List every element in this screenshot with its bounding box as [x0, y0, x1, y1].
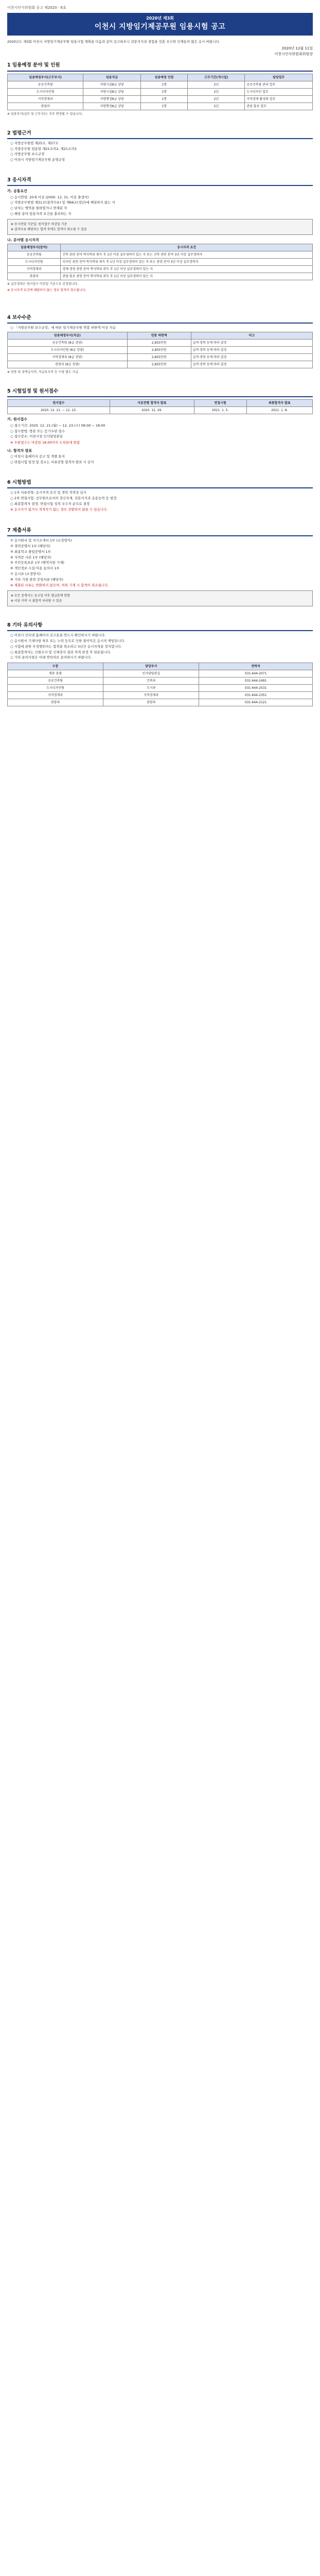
- table-header-cell: 응시자격 요건: [61, 244, 313, 251]
- section-2-title: 2 법령근거: [7, 130, 313, 139]
- list-item: ○ 면접시험 일정 및 장소는 서류전형 합격자 발표 시 공지: [10, 460, 94, 464]
- contact-table: [7, 663, 313, 706]
- title-banner: [7, 13, 313, 36]
- salary-table: [7, 332, 313, 368]
- table-row: [8, 354, 313, 361]
- salary-note: ※ 연봉 외 정액급식비, 직급보조비 등 수당 별도 지급: [7, 370, 79, 374]
- list-item: ○ 접수장소: 이천시청 인사담당관실: [10, 434, 63, 439]
- table-cell: 관광과: [103, 699, 199, 706]
- application-heading: 가. 원서접수: [7, 417, 27, 422]
- table-cell: 도시디자인팀: [8, 259, 61, 266]
- table-row: [8, 95, 313, 103]
- notice-number: 이천시인사위원회 공고 제2020 - 6호: [7, 6, 66, 10]
- list-item: ⑧ 기타 가점 관련 증빙서류 (해당자): [10, 577, 63, 582]
- table-cell: 디자인 관련 분야 학사학위 취득 후 1년 이상 실무경력이 있는 자 또는 관련 분야 3년 이상 실무경력자: [61, 259, 313, 266]
- table-header-cell: 담당부서: [103, 663, 199, 670]
- list-item: ○ 기타 문의사항은 아래 연락처로 문의하시기 바랍니다.: [10, 655, 92, 660]
- section-4-title: 4 보수수준: [7, 314, 313, 324]
- announcement-list: [10, 454, 313, 465]
- general-req-list: [10, 195, 313, 217]
- table-cell: 실적·경력 등에 따라 결정: [191, 361, 312, 368]
- list-item: ○ 접수방법: 방문 또는 등기우편 접수: [10, 429, 65, 433]
- intro-paragraph: 2020년도 제3회 이천시 지방임기제공무원 임용시험 계획을 다음과 같이 공고하오니 전문지식과 경험을 갖춘 우수한 인재들의 많은 응시 바랍니다.: [7, 39, 220, 44]
- documents-box: [7, 590, 313, 606]
- table-cell: 2,855만원: [127, 340, 191, 347]
- table-row: [8, 361, 313, 368]
- table-header-cell: 비고: [191, 332, 312, 340]
- table-cell: 2년: [188, 81, 245, 88]
- list-item: ○ 이천시 인터넷 홈페이지 공고문을 반드시 확인하시기 바랍니다.: [10, 633, 106, 638]
- table-header-cell: 면접시험: [194, 400, 246, 407]
- list-item: ○ 응시원서 기재사항 착오 또는 누락 등으로 인한 불이익은 응시자 책임입니다.: [10, 639, 126, 643]
- table-cell: 인사담당관실: [103, 670, 199, 677]
- table-header-cell: 임용직급: [83, 74, 140, 81]
- table-cell: 지역경제과: [8, 692, 103, 699]
- table-cell: 경제·경영 관련 분야 학사학위 취득 후 1년 이상 실무경력이 있는 자: [61, 266, 313, 273]
- table-header-cell: 담당업무: [245, 74, 313, 81]
- table-cell: 지역경제과: [8, 266, 61, 273]
- table-cell: 지역경제과: [8, 95, 83, 103]
- section-6-title: 6 시험방법: [7, 479, 313, 488]
- notes-list: [10, 633, 313, 660]
- box-line: ※ 서류 미비 시 불합격 처리될 수 있음: [11, 599, 62, 603]
- date-org: [7, 46, 313, 57]
- table-cell: 1명: [140, 95, 188, 103]
- table-row: [8, 677, 313, 685]
- application-list: [10, 423, 313, 439]
- table-cell: 공공건축팀: [8, 81, 83, 88]
- table-cell: 031-644-2491: [199, 677, 313, 685]
- table-row: [8, 251, 313, 259]
- list-item: ⑥ 개인정보 수집·이용 동의서 1부: [10, 566, 60, 570]
- table-cell: 도시디자인팀: [8, 685, 103, 692]
- table-header-cell: 임용예정부서(분야): [8, 244, 61, 251]
- table-cell: 공공건축물 관리 업무: [245, 81, 313, 88]
- list-item: ○ 이천시 홈페이지 공고 및 개별 통지: [10, 454, 65, 459]
- list-item: ② 경력증명서 1부 (해당자): [10, 544, 50, 548]
- requirements-red-note: ※ 응시자격 요건에 해당하지 않는 경우 합격이 취소됩니다.: [7, 289, 86, 292]
- table-header-cell: 임용예정부서(직급): [8, 332, 128, 340]
- box-line: ※ 모든 증명서는 공고일 이후 발급분에 한함: [11, 594, 70, 598]
- table-cell: 실적·경력 등에 따라 결정: [191, 347, 312, 354]
- table-cell: 건축 관련 분야 학사학위 취득 후 1년 이상 실무경력이 있는 자 또는 건축 관련 분야 3년 이상 실무경력자: [61, 251, 313, 259]
- table-row: [8, 81, 313, 88]
- list-item: ○ 시험에 관한 부정행위자는 합격을 취소하고 5년간 응시자격을 정지합니다.: [10, 644, 122, 649]
- table-cell: 2020. 12. 29.: [110, 407, 194, 414]
- table-cell: 2년: [188, 103, 245, 110]
- list-item: ○ 지방공무원 보수규정: [10, 152, 45, 157]
- table-header-cell: 임용예정부서(근무부서): [8, 74, 83, 81]
- requirements-note: ※ 실무경력은 원서접수 마감일 기준으로 산정합니다.: [7, 282, 79, 286]
- table-cell: 1명: [140, 81, 188, 88]
- table-cell: 1명: [140, 103, 188, 110]
- documents-list: [10, 538, 313, 582]
- table-cell: 지방행정8급 상당: [83, 95, 140, 103]
- list-item: ○ 최종합격자는 신원조사 및 신체검사 결과 적격 판정 후 임용됩니다.: [10, 650, 111, 654]
- list-item: ○ 접수기간: 2020. 12. 21.(월) ~ 12. 23.(수) 09:00 ~ 18:00: [10, 423, 105, 428]
- table-row: [8, 259, 313, 266]
- table-row: [8, 670, 313, 677]
- table-cell: 031-644-2071: [199, 670, 313, 677]
- table-cell: 2,855만원: [127, 361, 191, 368]
- table-cell: 2020. 12. 21. ~ 12. 23.: [8, 407, 110, 414]
- table-header-cell: 연락처: [199, 663, 313, 670]
- documents-red-note: ※ 제출된 서류는 반환하지 않으며, 허위 기재 시 합격이 취소됩니다.: [10, 583, 109, 588]
- table-cell: 지역경제 활성화 업무: [245, 95, 313, 103]
- list-item: ○ 지방공무원법 제25조, 제27조: [10, 141, 59, 145]
- list-item: ⑤ 주민등록초본 1부 (병역사항 기재): [10, 561, 64, 565]
- general-req-heading: 가. 공통요건: [7, 189, 27, 193]
- table-cell: 관광과: [8, 273, 61, 280]
- table-row: [8, 266, 313, 273]
- table-cell: 관광과: [8, 699, 103, 706]
- table-cell: 공공건축팀: [8, 677, 103, 685]
- general-req-box: [7, 219, 313, 235]
- table-cell: 2,855만원: [127, 354, 191, 361]
- table-row: [8, 88, 313, 95]
- salary-intro: ○ 「지방공무원 보수규정」에 따른 임기제공무원 연봉 하한액 이상 지급: [10, 326, 116, 330]
- notice-year: 2020년 제3회: [146, 15, 174, 21]
- table-row: [8, 685, 313, 692]
- table-row: [8, 407, 313, 414]
- notice-page: [0, 0, 320, 717]
- list-item: ③ 최종학교 졸업증명서 1부: [10, 549, 51, 554]
- table-row: [8, 347, 313, 354]
- table-cell: 도시디자인팀: [8, 88, 83, 95]
- table-cell: 도시디자인팀 (8급 상당): [8, 347, 128, 354]
- exam-method-red-note: ※ 응시자가 없거나 적격자가 없는 경우 선발하지 않을 수 있습니다.: [10, 507, 108, 512]
- table-cell: 건축과: [103, 677, 199, 685]
- notice-org: 이천시인사위원회위원장: [274, 52, 313, 56]
- table-row: [8, 340, 313, 347]
- table-cell: 관광과 (8급 상당): [8, 361, 128, 368]
- table-cell: 031-644-2351: [199, 692, 313, 699]
- application-red-note: ※ 우편접수는 마감일 18:00까지 도착분에 한함: [10, 440, 80, 445]
- list-item: ○ 해당 분야 임용자격 요건을 충족하는 자: [10, 211, 72, 216]
- table-cell: 지방시설8급 상당: [83, 88, 140, 95]
- list-item: ○ 지방공무원법 제31조(결격사유) 및 제66조(정년)에 해당하지 않는 자: [10, 200, 115, 205]
- section-7-title: 7 제출서류: [7, 527, 313, 536]
- list-item: ○ 남자는 병역을 필하였거나 면제된 자: [10, 206, 67, 210]
- list-item: ④ 자격증 사본 1부 (해당자): [10, 555, 51, 560]
- table-row: [8, 692, 313, 699]
- table-cell: 공공건축팀 (8급 상당): [8, 340, 128, 347]
- table-cell: 도시디자인 업무: [245, 88, 313, 95]
- table-cell: 관광·홍보 관련 분야 학사학위 취득 후 1년 이상 실무경력이 있는 자: [61, 273, 313, 280]
- table-cell: 031-644-2531: [199, 685, 313, 692]
- table-header-cell: 임용예정 인원: [140, 74, 188, 81]
- notice-title: 이천시 지방임기제공무원 임용시험 공고: [94, 22, 226, 31]
- list-item: ○ 최종합격자 결정: 면접시험 성적 우수자 순으로 결정: [10, 501, 90, 506]
- table-cell: 실적·경력 등에 따라 결정: [191, 354, 312, 361]
- notice-date: 2020년 12월 11일: [281, 46, 313, 51]
- table-cell: 지방행정8급 상당: [83, 103, 140, 110]
- table-cell: 관광과: [8, 103, 83, 110]
- announcement-heading: 나. 합격자 발표: [7, 448, 32, 453]
- table-cell: 2년: [188, 95, 245, 103]
- field-req-heading: 나. 분야별 응시자격: [7, 238, 39, 242]
- table-header-cell: 구분: [8, 663, 103, 670]
- list-item: ○ 이천시 지방임기제공무원 운영규정: [10, 158, 65, 162]
- table-cell: 2,855만원: [127, 347, 191, 354]
- table-cell: 지역경제과 (8급 상당): [8, 354, 128, 361]
- table-cell: 지역경제과: [103, 692, 199, 699]
- list-item: ⑦ 응시표 (소정양식): [10, 571, 41, 576]
- list-item: ○ 2차 면접시험: 공무원으로서의 정신자세, 전문지식과 응용능력 등 평정: [10, 496, 117, 500]
- schedule-table: [7, 399, 313, 414]
- table-header-cell: 원서접수: [8, 400, 110, 407]
- table-cell: 관광 홍보 업무: [245, 103, 313, 110]
- section-3-title: 3 응시자격: [7, 177, 313, 186]
- table-header-cell: 서류전형 합격자 발표: [110, 400, 194, 407]
- table-row: [8, 103, 313, 110]
- table-cell: 실적·경력 등에 따라 결정: [191, 340, 312, 347]
- table-cell: 031-644-2121: [199, 699, 313, 706]
- list-item: ○ 지방공무원 임용령 제21조의2, 제21조의3: [10, 146, 77, 151]
- table-cell: 1명: [140, 88, 188, 95]
- list-item: ① 응시원서 및 자기소개서 1부 (소정양식): [10, 538, 72, 543]
- table-header-cell: 최종합격자 발표: [246, 400, 312, 407]
- section-5-title: 5 시험일정 및 원서접수: [7, 388, 313, 397]
- box-line: ※ 응시연령 기준일: 원서접수 마감일 기준: [11, 222, 67, 226]
- table-cell: 2021. 1. 5.: [194, 407, 246, 414]
- table-cell: 채용 총괄: [8, 670, 103, 677]
- section-8-title: 8 기타 유의사항: [7, 622, 313, 631]
- list-item: ○ 응시연령: 20세 이상 (2000. 12. 31. 이전 출생자): [10, 195, 89, 199]
- legal-basis-list: [10, 141, 313, 163]
- table-row: [8, 699, 313, 706]
- table-cell: 2년: [188, 88, 245, 95]
- positions-table: [7, 74, 313, 110]
- box-line: ※ 결격사유 해당자는 합격 후에도 합격이 취소될 수 있음: [11, 227, 87, 231]
- exam-method-list: [10, 490, 313, 506]
- positions-note: ※ 임용부서(실무 및 근무지)는 추후 변경될 수 있습니다.: [7, 112, 83, 116]
- section-1-title: 1 임용예정 분야 및 인원: [7, 62, 313, 71]
- requirements-table: [7, 244, 313, 280]
- table-header-cell: 근무기간(개시일): [188, 74, 245, 81]
- list-item: ○ 1차 서류전형: 응시자격 요건 및 경력 적격성 심사: [10, 490, 86, 495]
- table-cell: 도시과: [103, 685, 199, 692]
- table-row: [8, 273, 313, 280]
- table-cell: 2021. 1. 8.: [246, 407, 312, 414]
- table-cell: 지방시설8급 상당: [83, 81, 140, 88]
- table-cell: 공공건축팀: [8, 251, 61, 259]
- table-header-cell: 연봉 하한액: [127, 332, 191, 340]
